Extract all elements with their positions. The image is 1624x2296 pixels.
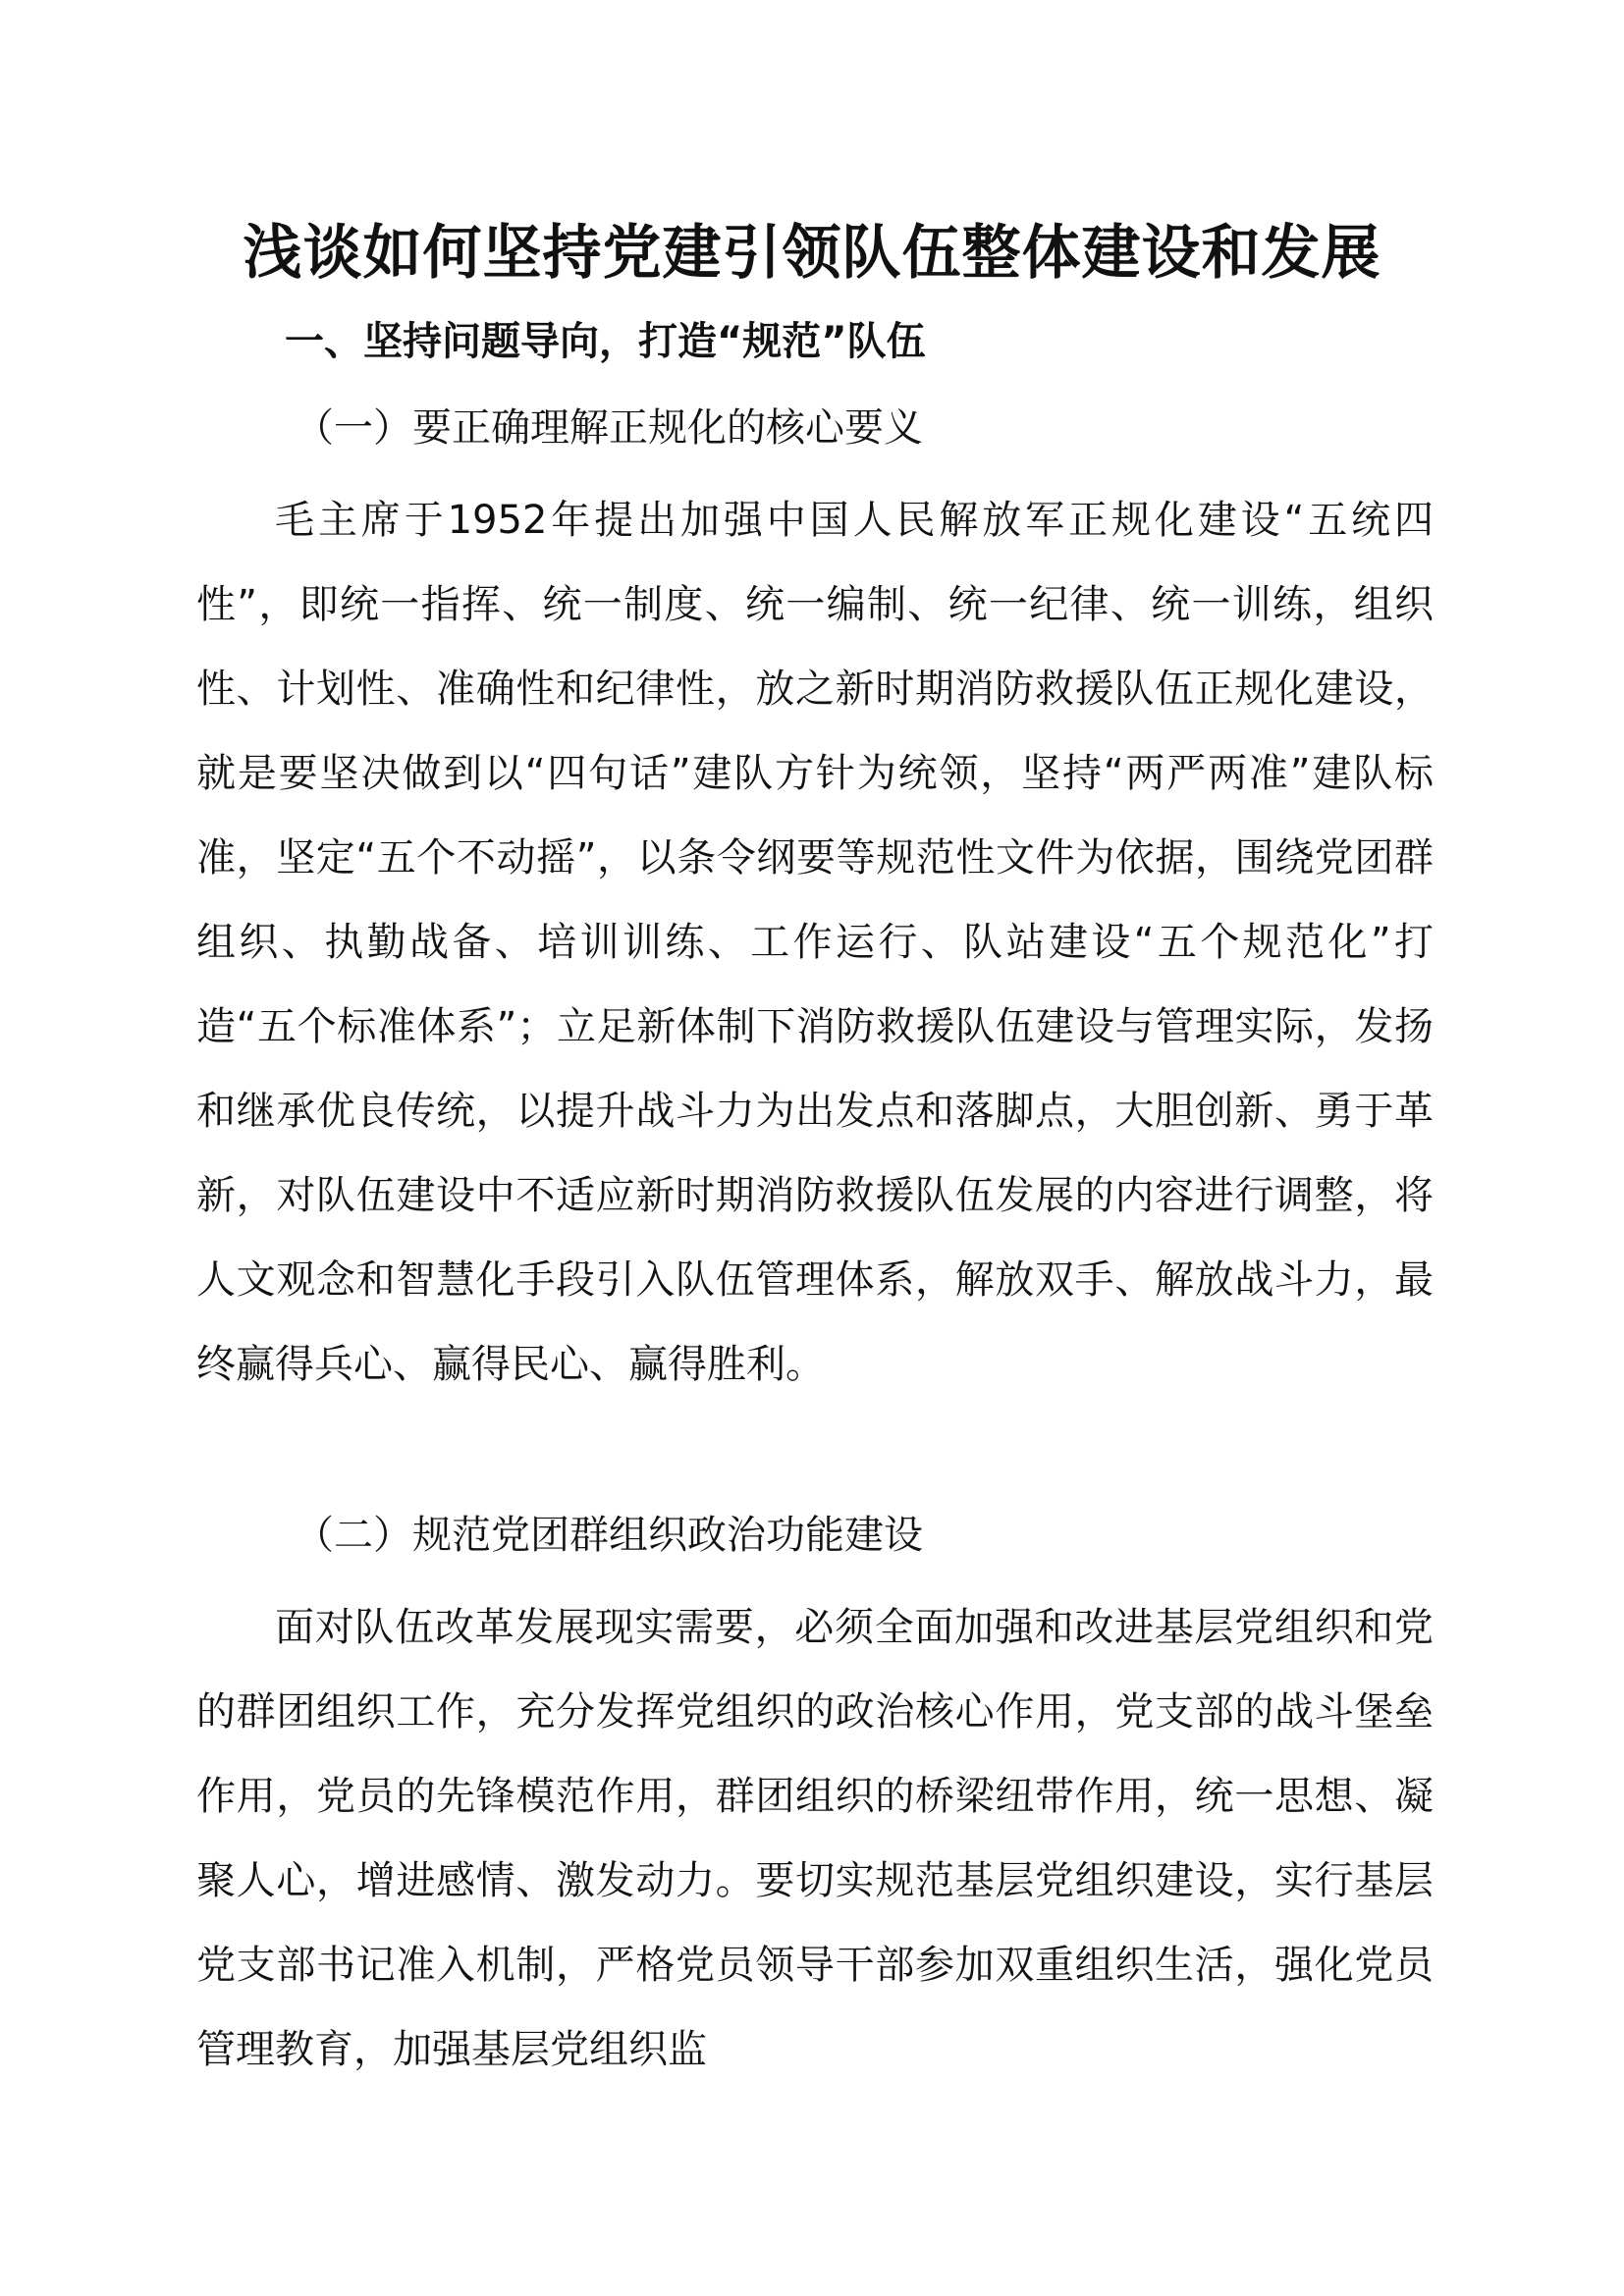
subsection-heading-1: （一）要正确理解正规化的核心要义: [295, 405, 923, 451]
subsection-heading-2: （二）规范党团群组织政治功能建设: [295, 1513, 923, 1558]
document-title: 浅谈如何坚持党建引领队伍整体建设和发展: [243, 219, 1381, 288]
section-heading: 一、坚持问题导向，打造“规范”队伍: [285, 319, 926, 364]
body-paragraph-2: 面对队伍改革发展现实需要，必须全面加强和改进基层党组织和党的群团组织工作，充分发挥党组织的政治核心作用，党支部的战斗堡垒作用，党员的先锋模范作用，群团组织的桥梁纽带作用，统一思想、凝聚人心，增进感情、激发动力。要切实规范基层党组织建设，实行基层党支部书记准入机制，严格党员领导干部参加双重组织生活，强化党员管理教育，加强基层党组织监: [196, 1605, 1434, 2072]
body-paragraph-1: 毛主席于1952年提出加强中国人民解放军正规化建设“五统四性”，即统一指挥、统一制度、统一编制、统一纪律、统一训练，组织性、计划性、准确性和纪律性，放之新时期消防救援队伍正规化建设，就是要坚决做到以“四句话”建队方针为统领，坚持“两严两准”建队标准，坚定“五个不动摇”，以条令纲要等规范性文件为依据，围绕党团群组织、执勤战备、培训训练、工作运行、队站建设“五个规范化”打造“五个标准体系”；立足新体制下消防救援队伍建设与管理实际，发扬和继承优良传统，以提升战斗力为出发点和落脚点，大胆创新、勇于革新，对队伍建设中不适应新时期消防救援队伍发展的内容进行调整，将人文观念和智慧化手段引入队伍管理体系，解放双手、解放战斗力，最终赢得兵心、赢得民心、赢得胜利。: [196, 498, 1434, 1387]
